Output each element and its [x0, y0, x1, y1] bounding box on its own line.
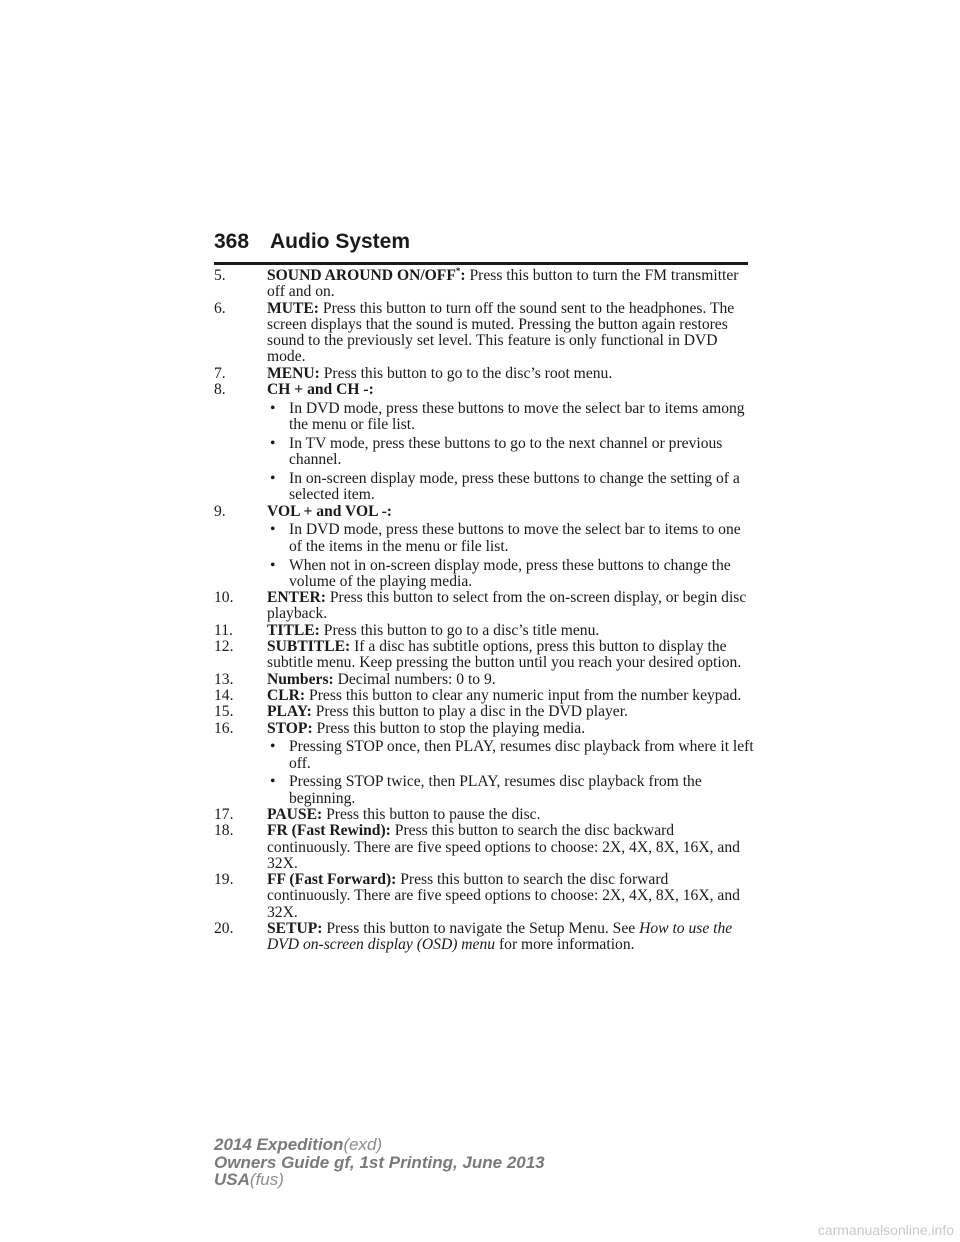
- item-label: FR (Fast Rewind):: [267, 822, 391, 840]
- item-subtitle: [214, 639, 754, 672]
- item-fast-rewind: [214, 823, 754, 872]
- item-number: 20.: [214, 920, 234, 938]
- bullet-list: [267, 739, 754, 807]
- bullet-dot: •: [270, 434, 276, 452]
- bullet-list: [267, 401, 754, 504]
- bullet-dot: •: [270, 399, 276, 417]
- footnote-marker: *: [455, 266, 461, 276]
- item-number: 5.: [214, 267, 226, 284]
- bullet-dot: •: [270, 738, 276, 756]
- section-title: Audio System: [270, 230, 411, 253]
- bullet-item: • In TV mode, press these buttons to go to the next channel or previous channel.: [270, 434, 723, 469]
- item-label: ENTER:: [267, 589, 326, 607]
- bullet-item: • When not in on-screen display mode, press these buttons to change the volume of the playing media.: [270, 556, 731, 590]
- item-number: 19.: [214, 871, 234, 889]
- item-label: FF (Fast Forward):: [267, 871, 397, 889]
- bullet-list: [267, 522, 754, 590]
- footer-line-model: 2014 Expedition(exd): [214, 1135, 383, 1154]
- item-text: Press this button to go to the disc’s root menu.: [323, 364, 613, 382]
- item-enter: [214, 590, 754, 623]
- item-pause: [214, 807, 754, 823]
- bullet-item: • Pressing STOP twice, then PLAY, resumes disc playback from the beginning.: [270, 773, 702, 807]
- item-number: 7.: [214, 364, 226, 382]
- item-text-tail: for more information.: [495, 936, 635, 954]
- item-label: SETUP:: [267, 920, 323, 938]
- item-menu: [214, 366, 754, 382]
- item-text: If a disc has subtitle options, press this button to display the subtitle menu. Keep pressing the button until you reach your desired option.: [267, 638, 742, 672]
- item-number: 18.: [214, 822, 234, 840]
- item-label: Numbers:: [267, 670, 334, 688]
- item-number: 9.: [214, 502, 226, 520]
- item-label: VOL + and VOL -:: [267, 502, 392, 520]
- item-label: STOP:: [267, 719, 313, 737]
- item-number: 15.: [214, 703, 234, 721]
- item-text: Press this button to stop the playing media.: [316, 719, 586, 737]
- item-text: Press this button to go to a disc’s title menu.: [323, 621, 600, 639]
- item-number: 10.: [214, 589, 234, 607]
- page-header: [214, 228, 748, 265]
- footer-line-edition: Owners Guide gf, 1st Printing, June 2013: [214, 1152, 545, 1172]
- item-label: MUTE:: [267, 299, 319, 317]
- item-number: 14.: [214, 686, 234, 704]
- item-text: Press this button to navigate the Setup Menu. See: [326, 920, 640, 938]
- item-label: TITLE:: [267, 621, 320, 639]
- item-number: 16.: [214, 719, 234, 737]
- item-label: SOUND AROUND ON/OFF*:: [267, 266, 466, 284]
- watermark: carmanualsonline.info: [817, 1222, 954, 1238]
- bullet-dot: •: [270, 556, 276, 574]
- item-channel: [214, 382, 754, 504]
- cross-reference: How to use the DVD on-screen display (OSD) menu: [267, 920, 733, 954]
- item-label: CLR:: [267, 686, 306, 704]
- item-text: Press this button to turn off the sound sent to the headphones. The screen displays that the sound is muted. Pressing the button again restores sound to the previously set level. This feature is only functional in DVD mode.: [267, 299, 735, 366]
- item-number: 13.: [214, 670, 234, 688]
- bullet-item: • In on-screen display mode, press these buttons to change the setting of a selected item.: [270, 470, 740, 504]
- item-label: SUBTITLE:: [267, 638, 351, 656]
- item-play: [214, 704, 754, 720]
- item-number: 6.: [214, 299, 226, 317]
- bullet-dot: •: [270, 470, 276, 488]
- bullet-item: • Pressing STOP once, then PLAY, resumes disc playback from where it left off.: [270, 738, 754, 772]
- item-text: Press this button to clear any numeric input from the number keypad.: [309, 686, 742, 704]
- item-number: 12.: [214, 638, 234, 656]
- item-volume: [214, 504, 754, 590]
- item-number: 8.: [214, 381, 226, 399]
- item-clr: [214, 688, 754, 704]
- footer-line-market: USA(fus): [214, 1170, 284, 1189]
- item-fast-forward: [214, 872, 754, 921]
- item-text: Press this button to search the disc forward continuously. There are five speed options to choose: 2X, 4X, 8X, 16X, and 32X.: [267, 871, 740, 921]
- item-title: [214, 623, 754, 639]
- item-setup: [214, 921, 754, 954]
- item-text: Press this button to select from the on-screen display, or begin disc playback.: [267, 589, 747, 623]
- item-stop: [214, 721, 754, 807]
- item-label: CH + and CH -:: [267, 381, 374, 399]
- bullet-dot: •: [270, 773, 276, 791]
- item-text: Press this button to play a disc in the DVD player.: [315, 703, 628, 721]
- button-descriptions: [214, 268, 754, 954]
- page-number: 368: [214, 230, 250, 253]
- item-number: 11.: [214, 621, 233, 639]
- item-number: 17.: [214, 806, 234, 823]
- item-text: Press this button to turn the FM transmitter off and on.: [267, 267, 739, 301]
- item-numbers: [214, 672, 754, 688]
- page-footer: [214, 1136, 545, 1189]
- item-label: PLAY:: [267, 703, 312, 721]
- item-text: Press this button to search the disc backward continuously. There are five speed options to choose: 2X, 4X, 8X, 16X, and 32X.: [267, 822, 740, 872]
- bullet-item: • In DVD mode, press these buttons to move the select bar to items to one of the items in the menu or file list.: [270, 521, 741, 555]
- bullet-dot: •: [270, 521, 276, 539]
- item-text: Decimal numbers: 0 to 9.: [337, 670, 496, 688]
- item-label: MENU:: [267, 364, 320, 382]
- item-sound-around: [214, 268, 754, 301]
- item-label: PAUSE:: [267, 806, 323, 823]
- bullet-item: • In DVD mode, press these buttons to move the select bar to items among the menu or file list.: [270, 399, 745, 434]
- item-mute: [214, 301, 754, 366]
- item-text: Press this button to pause the disc.: [326, 806, 541, 823]
